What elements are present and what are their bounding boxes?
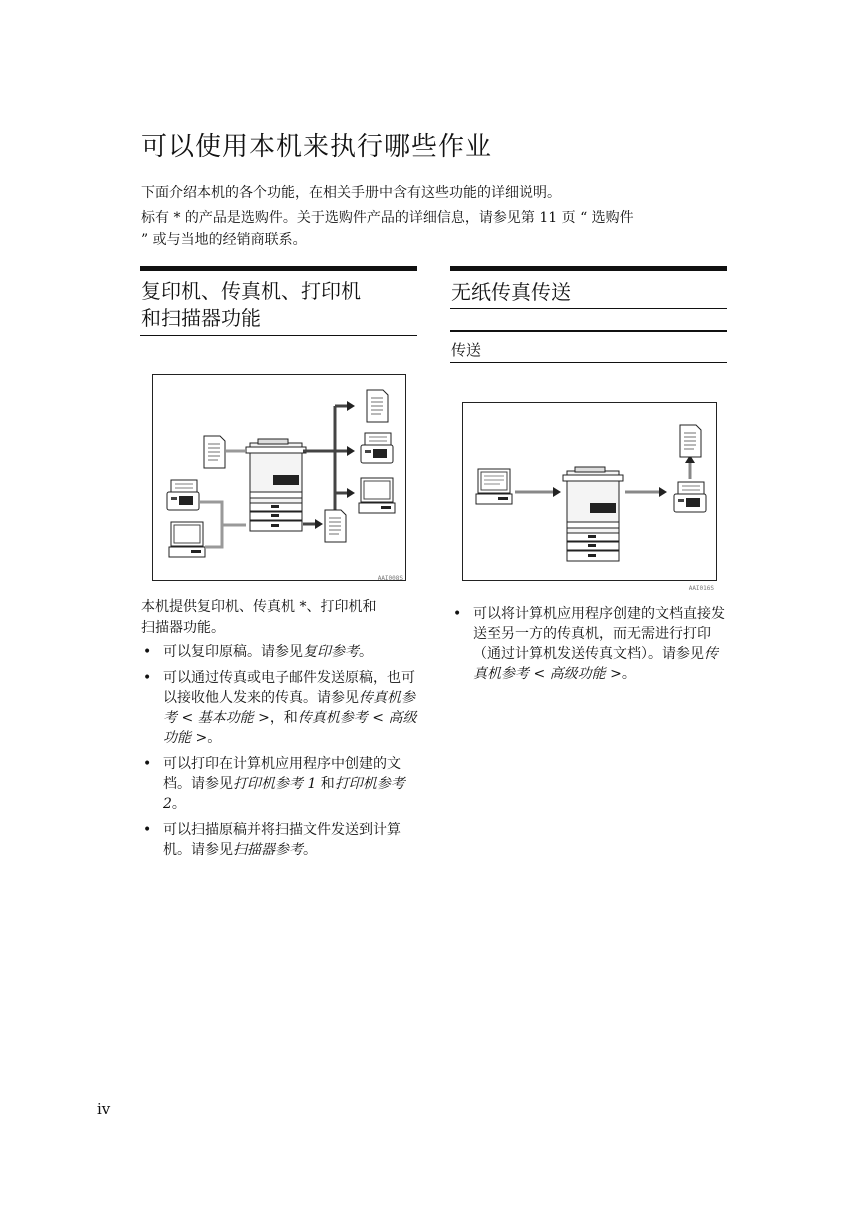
machine-icon <box>563 467 623 561</box>
bullet-text: 可以将计算机应用程序创建的文档直接发送至另一方的传真机，而无需进行打印 （通过计算机发送传真文档）。请参见 <box>473 606 725 662</box>
remote-fax-machine-icon <box>167 480 199 510</box>
computer-icon <box>359 478 395 513</box>
bullet-tail: 。 <box>207 730 222 746</box>
intro-paragraph: 下面介绍本机的各个功能，在相关手册中含有这些功能的详细说明。 <box>141 185 561 201</box>
send-arrow-to-fax <box>625 487 667 497</box>
fax-machine-icon <box>361 433 393 463</box>
send-arrow-to-machine <box>515 487 561 497</box>
manual-reference: 传真机参考 < 基本功能 > <box>163 690 415 726</box>
right-heading-rule <box>450 308 727 309</box>
left-section-bottom-rule <box>140 335 417 336</box>
right-section-top-rule <box>450 266 727 271</box>
left-section-top-rule <box>140 266 417 271</box>
bullet-text: 可以通过传真或电子邮件发送原稿，也可以接收他人发来的传真。请参见 <box>163 670 415 706</box>
right-section-heading: 无纸传真传送 <box>451 280 571 304</box>
page-title: 可以使用本机来执行哪些作业 <box>141 132 493 162</box>
print-output-document-icon <box>325 510 346 542</box>
list-item <box>141 754 419 814</box>
manual-reference: 传真机参考 < 高级功能 > <box>163 710 417 746</box>
copier-icon <box>246 439 306 531</box>
manual-reference: 复印参考 <box>303 644 359 660</box>
bullet-mid: 和 <box>316 776 335 792</box>
right-subsection-bottom-rule <box>450 362 727 363</box>
intro-note-line-2: ” 或与当地的经销商联系。 <box>141 232 307 248</box>
bullet-mid: ，和 <box>269 710 298 726</box>
received-document-icon <box>680 425 701 457</box>
original-document-icon <box>204 436 225 468</box>
left-heading-line-1: 复印机、传真机、打印机 <box>141 279 361 303</box>
manual-reference: 传真机参考 < 高级功能 > <box>473 646 718 682</box>
right-subsection-top-rule <box>450 330 727 332</box>
right-feature-list <box>451 604 729 690</box>
list-item <box>141 820 419 860</box>
left-description-line-1: 本机提供复印机、传真机 *、打印机和 <box>141 599 377 615</box>
figure-code: AAI008S <box>377 575 403 582</box>
bullet-text: 可以复印原稿。请参见 <box>163 644 303 660</box>
client-computer-icon <box>169 522 205 557</box>
up-arrow <box>685 455 695 479</box>
bullet-tail: 。 <box>171 796 186 812</box>
receiving-fax-machine-icon <box>674 482 706 512</box>
bullet-text: 可以打印在计算机应用程序中创建的文档。请参见 <box>163 756 401 792</box>
input-connection-lines <box>200 502 246 547</box>
page-number: iv <box>97 1100 111 1118</box>
manual-reference: 打印机参考 1 <box>233 776 317 792</box>
left-description-line-2: 扫描器功能。 <box>141 620 225 636</box>
bullet-tail: 。 <box>303 842 317 858</box>
bullet-text: 可以扫描原稿并将扫描文件发送到计算机。请参见 <box>163 822 401 858</box>
paperless-fax-diagram <box>462 402 717 592</box>
bullet-tail: 。 <box>359 644 373 660</box>
sending-computer-icon <box>476 469 512 504</box>
manual-reference: 打印机参考 2 <box>163 776 405 812</box>
manual-reference: 扫描器参考 <box>233 842 303 858</box>
left-section-heading <box>141 278 417 332</box>
list-item <box>141 668 419 748</box>
list-item <box>451 604 729 684</box>
bullet-tail: 。 <box>621 666 636 682</box>
left-heading-line-2: 和扫描器功能 <box>141 306 261 330</box>
list-item <box>141 642 419 662</box>
figure-code: AAI016S <box>688 585 714 592</box>
multifunction-diagram <box>152 374 406 581</box>
right-subsection-heading: 传送 <box>451 341 482 359</box>
left-feature-list <box>141 642 419 866</box>
copy-output-document-icon <box>367 390 388 422</box>
intro-note-line-1: 标有 * 的产品是选购件。关于选购件产品的详细信息，请参见第 11 页 “ 选购件 <box>141 210 634 226</box>
left-description <box>141 597 419 639</box>
